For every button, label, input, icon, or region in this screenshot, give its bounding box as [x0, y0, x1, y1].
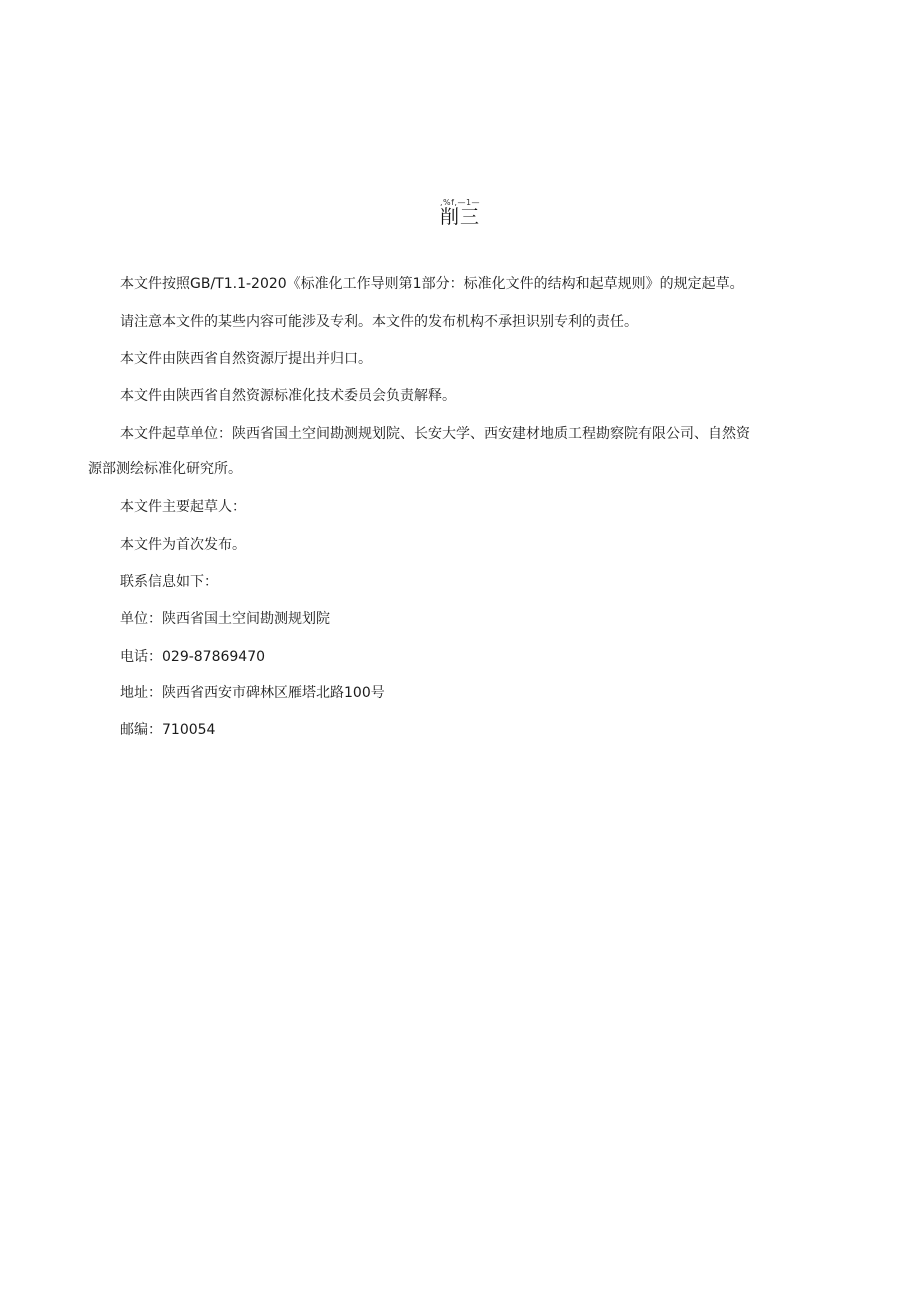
paragraph-main-drafters: 本文件主要起草人：: [120, 499, 246, 515]
paragraph-drafting-rules: 本文件按照GB/T1.1-2020《标准化工作导则第1部分：标准化文件的结构和起草规则》的规定起草。: [120, 276, 744, 292]
heading-mark: ,%f,—1—: [439, 198, 481, 207]
paragraph-proposer: 本文件由陕西省自然资源厅提出并归口。: [120, 351, 372, 367]
paragraph-interpreter: 本文件由陕西省自然资源标准化技术委员会负责解释。: [120, 388, 456, 404]
paragraph-drafting-units: 本文件起草单位：陕西省国土空间勘测规划院、长安大学、西安建材地质工程勘察院有限公司、自然资: [120, 426, 750, 442]
contact-phone: 电话：029-87869470: [120, 649, 266, 665]
contact-postcode: 邮编：710054: [120, 722, 216, 738]
paragraph-patent-notice: 请注意本文件的某些内容可能涉及专利。本文件的发布机构不承担识别专利的责任。: [120, 314, 638, 330]
contact-address: 地址：陕西省西安市碑林区雁塔北路100号: [120, 685, 385, 701]
page-title: 削三: [439, 206, 480, 228]
paragraph-drafting-units-continued: 源部测绘标准化研究所。: [88, 461, 242, 477]
paragraph-contact-heading: 联系信息如下：: [120, 574, 218, 590]
paragraph-first-release: 本文件为首次发布。: [120, 537, 246, 553]
contact-unit: 单位：陕西省国土空间勘测规划院: [120, 611, 330, 627]
